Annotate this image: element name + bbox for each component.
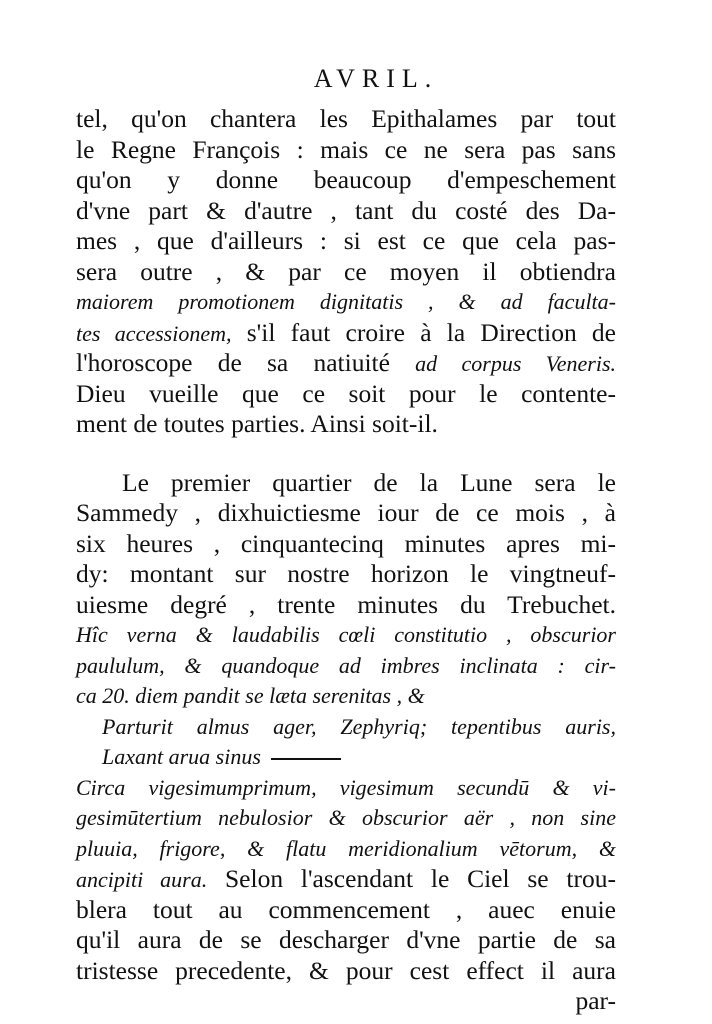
latin-line: ca 20. diem pandit se læta serenitas , & bbox=[76, 683, 425, 708]
text-line: d'vne part & d'autre , tant du costé des Da- bbox=[76, 195, 616, 225]
latin-phrase: ancipiti aura. bbox=[76, 867, 208, 892]
text-line: Sammedy , dixhuictiesme iour de ce mois , à bbox=[76, 498, 616, 527]
running-header: AVRIL. bbox=[313, 64, 439, 93]
catchword: par- bbox=[575, 986, 616, 1015]
text-line bbox=[76, 864, 616, 895]
latin-line: Circa vigesimumprimum, vigesimum secundū & vi- bbox=[76, 774, 616, 800]
text-line: ment de toutes parties. Ainsi soit-il. bbox=[76, 409, 438, 438]
text-line: dy: montant sur nostre horizon le vingtneuf- bbox=[76, 559, 616, 588]
latin-line: Hîc verna & laudabilis cœli constitutio , obscurior bbox=[76, 622, 616, 647]
latin-line: pluuia, frigore, & flatu meridionalium vētorum, & bbox=[76, 835, 616, 861]
verse-line: Parturit almus ager, Zephyriq; tepentibus auris, bbox=[102, 713, 616, 739]
latin-line: maiorem promotionem dignitatis , & ad faculta- bbox=[76, 289, 616, 314]
text-line: Dieu vueille que ce soit pour le contente- bbox=[76, 378, 616, 408]
text-line: uiesme degré , trente minutes du Trebuchet. bbox=[76, 589, 616, 619]
text-phrase: s'il faut croire à la Direction de bbox=[231, 317, 616, 347]
text-line: le Regne François : mais ce ne sera pas sans bbox=[76, 134, 616, 164]
text-line: sera outre , & par ce moyen il obtiendra bbox=[76, 256, 616, 286]
text-line: Le premier quartier de la Lune sera le bbox=[122, 467, 616, 497]
text-line: six heures , cinquantecinq minutes apres mi- bbox=[76, 528, 616, 558]
verse-line bbox=[76, 742, 616, 773]
text-line: tel, qu'on chantera les Epithalames par tout bbox=[76, 104, 616, 133]
text-line: blera tout au commencement , auec enuie bbox=[76, 894, 616, 924]
text-phrase: Selon l'ascendant le Ciel se trou- bbox=[207, 864, 616, 893]
text-line bbox=[76, 348, 616, 379]
text-line: mes , que d'ailleurs : si est ce que cela pas- bbox=[76, 226, 616, 255]
latin-phrase: ad corpus Veneris. bbox=[415, 351, 617, 376]
page-body bbox=[76, 104, 616, 1017]
verse-rule bbox=[271, 758, 341, 760]
verse-text: Laxant arua sinus bbox=[102, 744, 261, 769]
paragraph-gap bbox=[76, 440, 616, 468]
text-line: qu'il aura de se descharger d'vne partie de sa bbox=[76, 925, 616, 954]
text-line bbox=[76, 318, 616, 349]
text-line: tristesse precedente, & pour cest effect il aura bbox=[76, 955, 616, 985]
text-phrase: l'horoscope de sa natiuité bbox=[76, 348, 416, 377]
latin-line: gesimūtertium nebulosior & obscurior aër , non sine bbox=[76, 805, 616, 830]
text-line: qu'on y donne beaucoup d'empeschement bbox=[76, 165, 616, 194]
latin-phrase: tes accessionem, bbox=[76, 320, 232, 346]
latin-line: paululum, & quandoque ad imbres inclinata : cir- bbox=[76, 652, 616, 678]
